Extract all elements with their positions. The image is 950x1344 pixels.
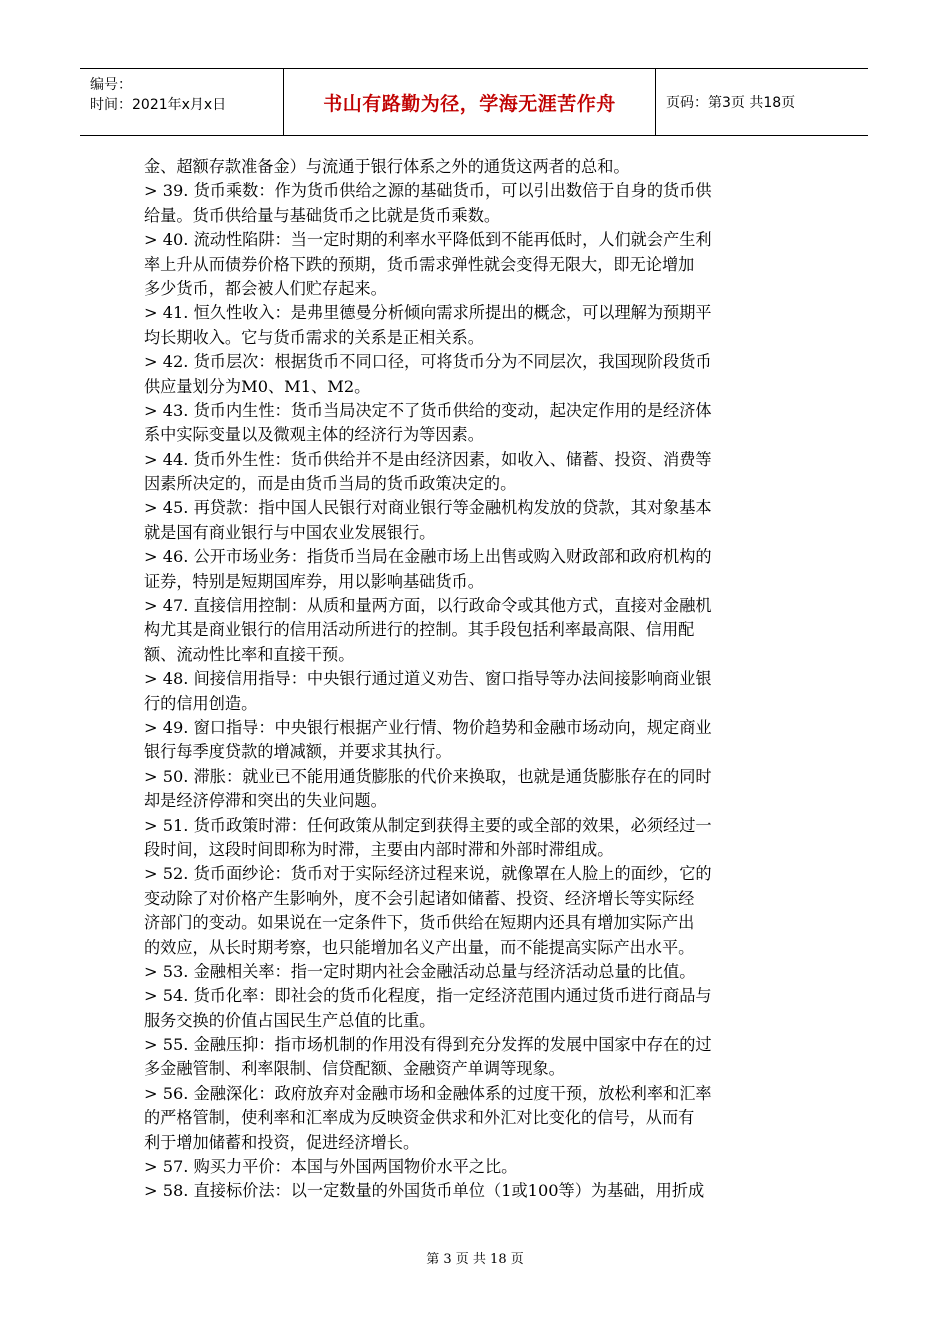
text-line: > 54. 货币化率：即社会的货币化程度，指一定经济范围内通过货币进行商品与 [144, 986, 712, 1006]
text-line: > 47. 直接信用控制：从质和量两方面，以行政命令或其他方式，直接对金融机 [144, 596, 712, 616]
text-line: > 49. 窗口指导：中央银行根据产业行情、物价趋势和金融市场动向，规定商业 [144, 717, 712, 737]
text-line: 利于增加储蓄和投资，促进经济增长。 [144, 1132, 420, 1152]
text-line: > 51. 货币政策时滞：任何政策从制定到获得主要的或全部的效果，必须经过一 [144, 815, 712, 835]
text-line: 率上升从而债券价格下跌的预期，货币需求弹性就会变得无限大，即无论增加 [144, 254, 695, 274]
text-line: > 45. 再贷款：指中国人民银行对商业银行等金融机构发放的贷款，其对象基本 [144, 498, 712, 518]
text-line: 段时间，这段时间即称为时滞，主要由内部时滞和外部时滞组成。 [144, 839, 614, 859]
page-footer: 第 3 页 共 18 页 [426, 1252, 524, 1267]
text-line: 多金融管制、利率限制、信贷配额、金融资产单调等现象。 [144, 1059, 565, 1079]
header-meta-cell [80, 69, 284, 135]
text-line: 行的信用创造。 [144, 693, 258, 713]
text-line: > 48. 间接信用指导：中央银行通过道义劝告、窗口指导等办法间接影响商业银 [144, 669, 712, 689]
text-line: 济部门的变动。如果说在一定条件下，货币供给在短期内还具有增加实际产出 [144, 913, 695, 933]
text-line: > 56. 金融深化：政府放弃对金融市场和金融体系的过度干预，放松利率和汇率 [144, 1083, 712, 1103]
header-time-label: 时间：2021年x月x日 [90, 97, 227, 113]
text-line: 额、流动性比率和直接干预。 [144, 644, 355, 664]
text-line: 的效应，从长时期考察，也只能增加名义产出量，而不能提高实际产出水平。 [144, 937, 695, 957]
text-line: 给量。货币供给量与基础货币之比就是货币乘数。 [144, 205, 501, 225]
text-line: > 39. 货币乘数：作为货币供给之源的基础货币，可以引出数倍于自身的货币供 [144, 181, 712, 201]
text-line: 供应量划分为M0、M1、M2。 [144, 376, 371, 396]
text-line: 证券，特别是短期国库券，用以影响基础货币。 [144, 571, 484, 591]
text-line: > 58. 直接标价法：以一定数量的外国货币单位（1或100等）为基础，用折成 [144, 1181, 705, 1201]
text-line: > 41. 恒久性收入：是弗里德曼分析倾向需求所提出的概念，可以理解为预期平 [144, 303, 712, 323]
text-line: > 46. 公开市场业务：指货币当局在金融市场上出售或购入财政部和政府机构的 [144, 547, 712, 567]
text-line: 服务交换的价值占国民生产总值的比重。 [144, 1010, 436, 1030]
text-line: > 55. 金融压抑：指市场机制的作用没有得到充分发挥的发展中国家中存在的过 [144, 1035, 712, 1055]
text-line: > 53. 金融相关率：指一定时期内社会金融活动总量与经济活动总量的比值。 [144, 961, 696, 981]
text-line: > 44. 货币外生性：货币供给并不是由经济因素，如收入、储蓄、投资、消费等 [144, 449, 712, 469]
text-line: 构尤其是商业银行的信用活动所进行的控制。其手段包括利率最高限、信用配 [144, 620, 695, 640]
header-motto: 书山有路勤为径，学海无涯苦作舟 [284, 69, 656, 135]
text-line: > 57. 购买力平价：本国与外国两国物价水平之比。 [144, 1157, 518, 1177]
text-line: > 40. 流动性陷阱：当一定时期的利率水平降低到不能再低时，人们就会产生利 [144, 230, 712, 250]
header-page-info: 页码：第3页 共18页 [666, 95, 796, 111]
document-body [144, 155, 814, 1204]
text-line: > 50. 滞胀：就业已不能用通货膨胀的代价来换取，也就是通货膨胀存在的同时 [144, 766, 712, 786]
text-line: 银行每季度贷款的增减额，并要求其执行。 [144, 742, 452, 762]
header-number-label: 编号： [90, 77, 132, 93]
text-line: 变动除了对价格产生影响外，度不会引起诸如储蓄、投资、经济增长等实际经 [144, 888, 695, 908]
text-line: 金、超额存款准备金）与流通于银行体系之外的通货这两者的总和。 [144, 157, 630, 176]
text-line: 因素所决定的，而是由货币当局的货币政策决定的。 [144, 474, 517, 494]
text-line: > 43. 货币内生性：货币当局决定不了货币供给的变动，起决定作用的是经济体 [144, 400, 712, 420]
text-line: > 52. 货币面纱论：货币对于实际经济过程来说，就像罩在人脸上的面纱，它的 [144, 864, 712, 884]
text-line: 的严格管制，使利率和汇率成为反映资金供求和外汇对比变化的信号，从而有 [144, 1108, 695, 1128]
page-header [80, 68, 868, 136]
text-line: 系中实际变量以及微观主体的经济行为等因素。 [144, 425, 484, 445]
text-line: 均长期收入。它与货币需求的关系是正相关系。 [144, 327, 484, 347]
text-line: 多少货币，都会被人们贮存起来。 [144, 278, 387, 298]
text-line: 就是国有商业银行与中国农业发展银行。 [144, 522, 436, 542]
text-line: > 42. 货币层次：根据货币不同口径，可将货币分为不同层次，我国现阶段货币 [144, 352, 712, 372]
text-line: 却是经济停滞和突出的失业问题。 [144, 791, 387, 811]
